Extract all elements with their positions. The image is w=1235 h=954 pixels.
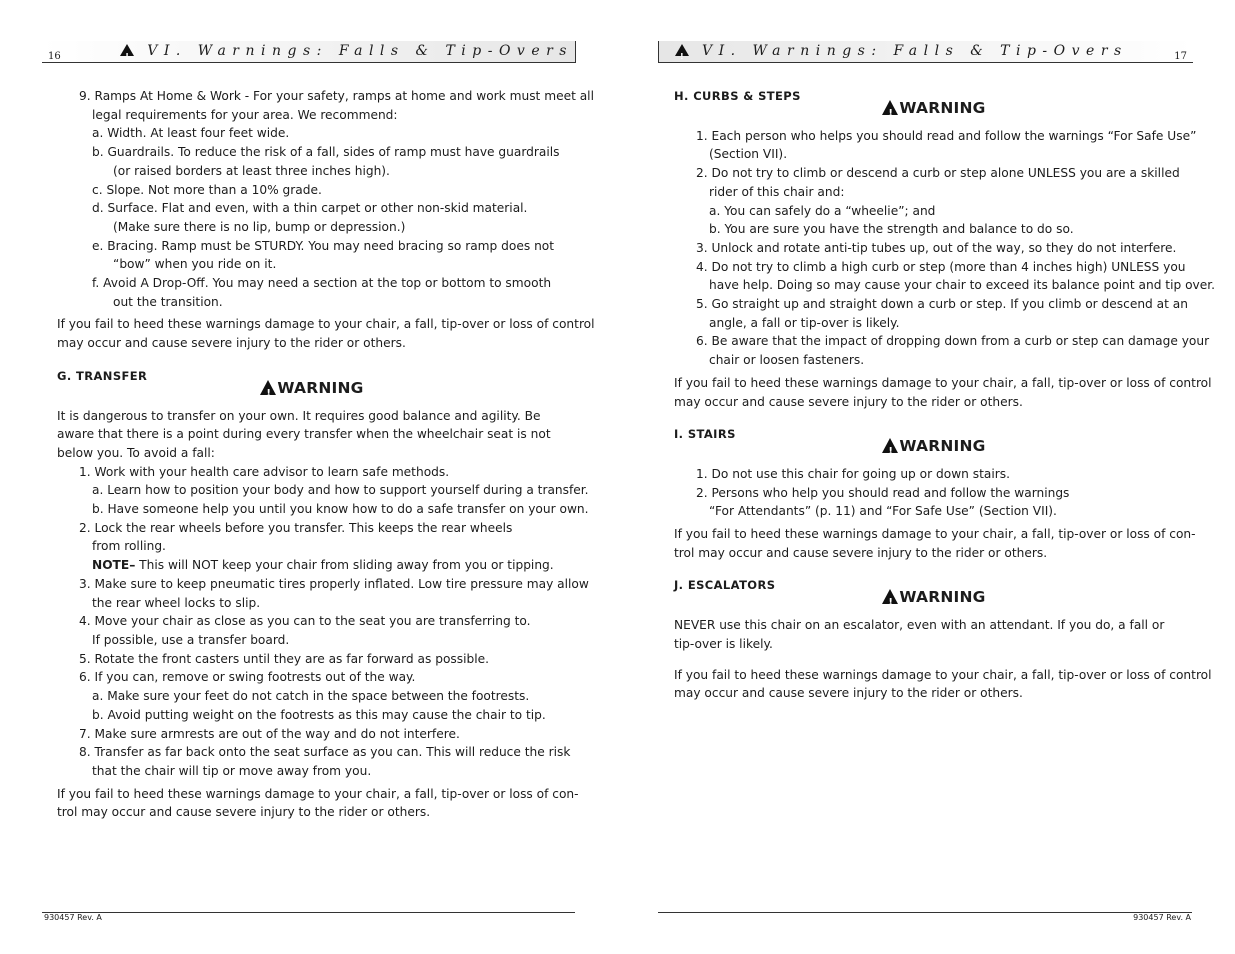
page-number: 16 xyxy=(48,51,61,62)
ramps-item-b-cont: (or raised borders at least three inches high). xyxy=(113,163,390,178)
heed-warning-2: If you fail to heed these warnings damage to your chair, a fall, tip-over or loss of con- xyxy=(674,527,1196,542)
transfer-item-4-cont: If possible, use a transfer board. xyxy=(92,632,290,647)
transfer-item-7: 7. Make sure armrests are out of the way and do not interfere. xyxy=(79,726,460,741)
transfer-item-3: 3. Make sure to keep pneumatic tires properly inflated. Low tire pressure may allow xyxy=(79,576,589,591)
heed-warning-3: If you fail to heed these warnings damage to your chair, a fall, tip-over or loss of control xyxy=(674,667,1212,682)
curbs-item-1-cont: (Section VII). xyxy=(709,147,788,162)
transfer-item-1: 1. Work with your health care advisor to learn safe methods. xyxy=(79,464,450,479)
warning-label: WARNING xyxy=(277,378,364,397)
header-title xyxy=(118,41,573,62)
right-page xyxy=(618,0,1235,954)
warning-triangle-icon xyxy=(882,100,898,115)
warning-label: WARNING xyxy=(899,98,986,117)
curbs-item-5: 5. Go straight up and straight down a curb or step. If you climb or descend at an xyxy=(696,297,1188,312)
transfer-intro-2: aware that there is a point during every transfer when the wheelchair seat is not xyxy=(57,427,551,442)
stairs-item-2: 2. Persons who help you should read and follow the warnings xyxy=(696,485,1070,500)
transfer-item-6b: b. Avoid putting weight on the footrests as this may cause the chair to tip. xyxy=(92,707,546,722)
warning-triangle-icon xyxy=(882,589,898,604)
escalators-text: NEVER use this chair on an escalator, even with an attendant. If you do, a fall or xyxy=(674,618,1165,633)
transfer-item-2-cont: from rolling. xyxy=(92,539,166,554)
section-title-transfer: G. TRANSFER xyxy=(57,368,148,383)
curbs-item-2-cont: rider of this chair and: xyxy=(709,184,845,199)
curbs-item-5-cont: angle, a fall or tip-over is likely. xyxy=(709,315,900,330)
curbs-item-6: 6. Be aware that the impact of dropping down from a curb or step can damage your xyxy=(696,334,1210,349)
ramps-item-e-cont: “bow” when you ride on it. xyxy=(113,257,277,272)
ramps-item-9: 9. Ramps At Home & Work - For your safety, ramps at home and work must meet all xyxy=(79,89,594,103)
transfer-item-1b: b. Have someone help you until you know how to do a safe transfer on your own. xyxy=(92,502,589,517)
section-title-curbs: H. CURBS & STEPS xyxy=(674,89,801,103)
ramps-item-c: c. Slope. Not more than a 10% grade. xyxy=(92,182,322,197)
footer-rule xyxy=(658,912,1192,913)
warning-triangle-icon xyxy=(260,380,276,395)
stairs-item-1: 1. Do not use this chair for going up or down stairs. xyxy=(696,466,1010,481)
heed-warning-2-cont: trol may occur and cause severe injury to the rider or others. xyxy=(674,545,1048,560)
warning-triangle-icon xyxy=(882,438,898,453)
escalators-text-cont: tip-over is likely. xyxy=(674,636,773,651)
transfer-intro-3: below you. To avoid a fall: xyxy=(57,445,215,460)
curbs-item-1: 1. Each person who helps you should read and follow the warnings “For Safe Use” xyxy=(696,128,1197,143)
header-title xyxy=(673,41,1128,62)
transfer-item-6: 6. If you can, remove or swing footrests out of the way. xyxy=(79,670,416,685)
heed-warning-2: If you fail to heed these warnings damage to your chair, a fall, tip-over or loss of con- xyxy=(57,786,579,801)
page-number: 17 xyxy=(1174,51,1187,62)
transfer-item-8: 8. Transfer as far back onto the seat surface as you can. This will reduce the risk xyxy=(79,745,571,760)
curbs-item-2a: a. You can safely do a “wheelie”; and xyxy=(709,203,936,218)
curbs-item-4: 4. Do not try to climb a high curb or step (more than 4 inches high) UNLESS you xyxy=(696,259,1186,274)
ramps-item-b: b. Guardrails. To reduce the risk of a fall, sides of ramp must have guardrails xyxy=(92,145,560,160)
transfer-item-8-cont: that the chair will tip or move away from you. xyxy=(92,763,372,778)
footer-doc-ref: 930457 Rev. A xyxy=(44,913,102,922)
note-label: NOTE– xyxy=(92,558,136,573)
page-header xyxy=(658,41,1193,63)
footer-rule xyxy=(42,912,575,913)
stairs-item-2-cont: “For Attendants” (p. 11) and “For Safe Use” (Section VII). xyxy=(709,504,1057,519)
left-content xyxy=(57,87,595,822)
transfer-intro-1: It is dangerous to transfer on your own. It requires good balance and agility. Be xyxy=(57,408,541,423)
ramps-item-e: e. Bracing. Ramp must be STURDY. You may need bracing so ramp does not xyxy=(92,238,555,253)
transfer-note xyxy=(57,556,567,575)
right-content xyxy=(674,87,1216,703)
footer-doc-ref: 930457 Rev. A xyxy=(1133,913,1191,922)
heed-warning-1-cont: may occur and cause severe injury to the rider or others. xyxy=(57,336,406,351)
heed-warning-2-cont: trol may occur and cause severe injury to the rider or others. xyxy=(57,805,431,820)
transfer-item-2: 2. Lock the rear wheels before you transfer. This keeps the rear wheels xyxy=(79,520,513,535)
curbs-item-2: 2. Do not try to climb or descend a curb or step alone UNLESS you are a skilled xyxy=(696,166,1180,181)
warning-triangle-icon xyxy=(675,44,689,56)
warning-label: WARNING xyxy=(899,588,986,607)
section-title-escalators: J. ESCALATORS xyxy=(674,578,776,593)
ramps-item-d: d. Surface. Flat and even, with a thin carpet or other non-skid material. xyxy=(92,201,528,216)
warning-heading xyxy=(674,435,1194,457)
transfer-item-4: 4. Move your chair as close as you can to the seat you are transferring to. xyxy=(79,614,531,629)
curbs-item-6-cont: chair or loosen fasteners. xyxy=(709,353,865,368)
curbs-item-2b: b. You are sure you have the strength and balance to do so. xyxy=(709,222,1074,237)
transfer-item-5: 5. Rotate the front casters until they are as far forward as possible. xyxy=(79,651,489,666)
transfer-item-6a: a. Make sure your feet do not catch in the space between the footrests. xyxy=(92,689,530,704)
warning-triangle-icon xyxy=(120,44,134,56)
heed-warning-1: If you fail to heed these warnings damage to your chair, a fall, tip-over or loss of control xyxy=(674,375,1212,390)
heed-warning-1-cont: may occur and cause severe injury to the rider or others. xyxy=(674,394,1023,409)
ramps-item-f-cont: out the transition. xyxy=(113,294,223,309)
transfer-item-1a: a. Learn how to position your body and how to support yourself during a transfer. xyxy=(92,483,589,498)
note-text: This will NOT keep your chair from sliding away from you or tipping. xyxy=(135,558,554,573)
ramps-item-f: f. Avoid A Drop-Off. You may need a section at the top or bottom to smooth xyxy=(92,276,552,291)
ramps-item-9-cont: legal requirements for your area. We recommend: xyxy=(92,107,398,122)
warning-label: WARNING xyxy=(899,436,986,455)
ramps-item-d-cont: (Make sure there is no lip, bump or depression.) xyxy=(113,219,406,234)
transfer-item-3-cont: the rear wheel locks to slip. xyxy=(92,595,261,610)
header-title-text: VI. Warnings: Falls & Tip-Overs xyxy=(147,43,573,59)
page-header xyxy=(42,41,576,63)
curbs-item-4-cont: have help. Doing so may cause your chair to exceed its balance point and tip over. xyxy=(709,278,1216,293)
curbs-item-3: 3. Unlock and rotate anti-tip tubes up, out of the way, so they do not interfere. xyxy=(696,240,1177,255)
header-title-text: VI. Warnings: Falls & Tip-Overs xyxy=(701,43,1128,59)
heed-warning-1: If you fail to heed these warnings damage to your chair, a fall, tip-over or loss of control xyxy=(57,317,595,332)
section-title-stairs: I. STAIRS xyxy=(674,427,736,442)
ramps-item-a: a. Width. At least four feet wide. xyxy=(92,126,290,141)
heed-warning-3-cont: may occur and cause severe injury to the rider or others. xyxy=(674,686,1023,701)
